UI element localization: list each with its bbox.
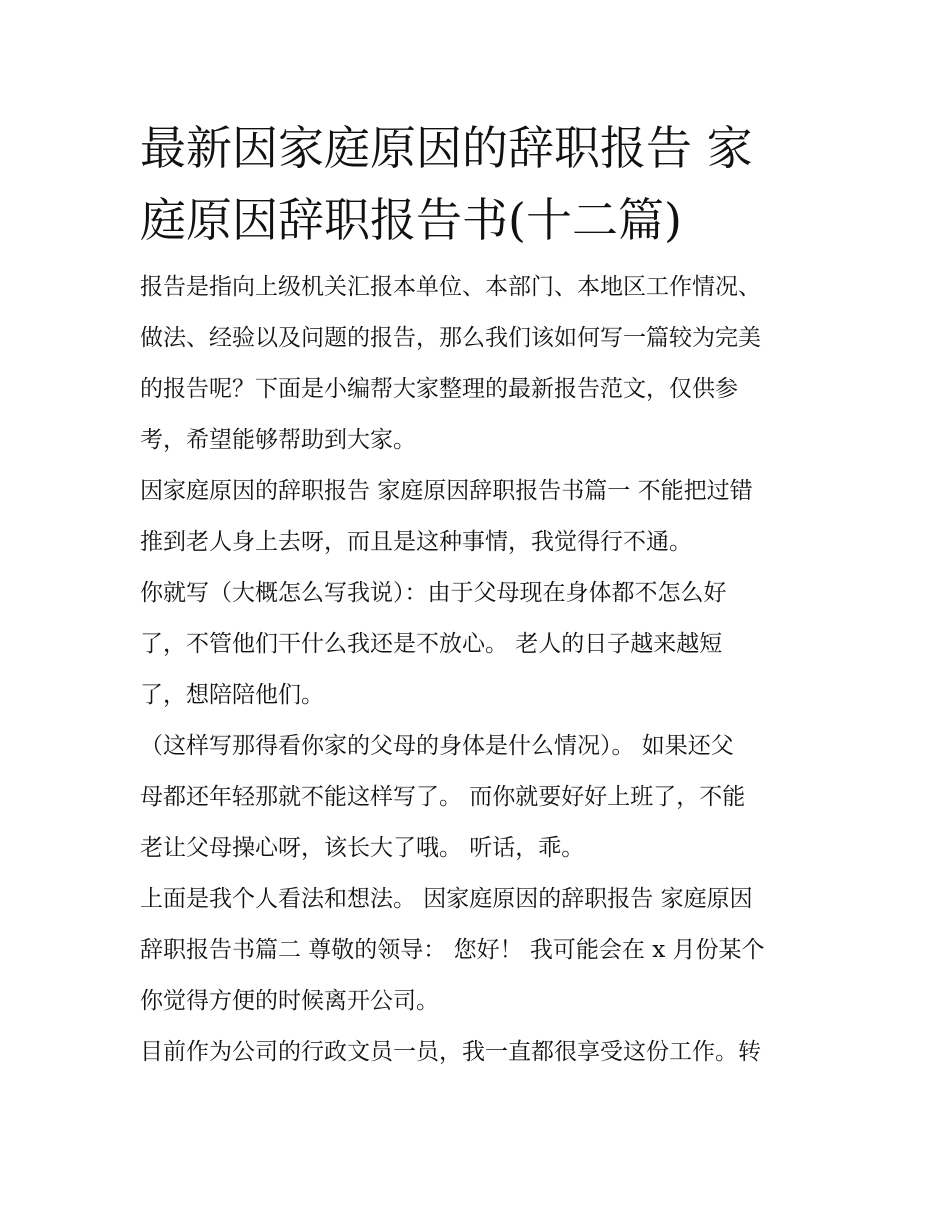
text-line: 因家庭原因的辞职报告 家庭原因辞职报告书篇一 不能把过错	[140, 478, 753, 504]
text-line: 母都还年轻那就不能这样写了。 而你就要好好上班了，不能	[140, 784, 746, 810]
title-line: 最新因家庭原因的辞职报告 家	[140, 121, 753, 175]
document-content	[140, 112, 820, 1078]
text-line: 了，不管他们干什么我还是不放心。 老人的日子越来越短	[140, 631, 723, 657]
text-line: 做法、经验以及问题的报告，那么我们该如何写一篇较为完美	[140, 325, 761, 351]
text-line: 推到老人身上去呀，而且是这种事情，我觉得行不通。	[140, 529, 692, 555]
text-line: 上面是我个人看法和想法。 因家庭原因的辞职报告 家庭原因	[140, 886, 753, 912]
text-line: 报告是指向上级机关汇报本单位、本部门、本地区工作情况、	[140, 274, 761, 300]
text-line: 的报告呢？下面是小编帮大家整理的最新报告范文，仅供参	[140, 376, 738, 402]
text-line: 考，希望能够帮助到大家。	[140, 427, 416, 453]
paragraph-section-two	[140, 874, 820, 1027]
text-line: 了，想陪陪他们。	[140, 682, 324, 708]
text-line: 辞职报告书篇二 尊敬的领导： 您好！ 我可能会在 x 月份某个	[140, 937, 765, 963]
text-line: 你就写（大概怎么写我说）：由于父母现在身体都不怎么好	[140, 580, 727, 606]
text-line: 目前作为公司的行政文员一员，我一直都很享受这份工作。转	[140, 1039, 761, 1065]
text-line: 你觉得方便的时候离开公司。	[140, 988, 439, 1014]
paragraph-advice	[140, 568, 820, 721]
paragraph-parents-health	[140, 721, 820, 874]
document-title	[140, 112, 820, 256]
paragraph-section-one	[140, 466, 820, 568]
paragraph-current-role	[140, 1027, 820, 1078]
title-line: 庭原因辞职报告书(十二篇)	[140, 193, 682, 247]
text-line: （这样写那得看你家的父母的身体是什么情况）。 如果还父	[140, 733, 734, 759]
text-line: 老让父母操心呀，该长大了哦。 听话，乖。	[140, 835, 585, 861]
paragraph-intro	[140, 262, 820, 466]
